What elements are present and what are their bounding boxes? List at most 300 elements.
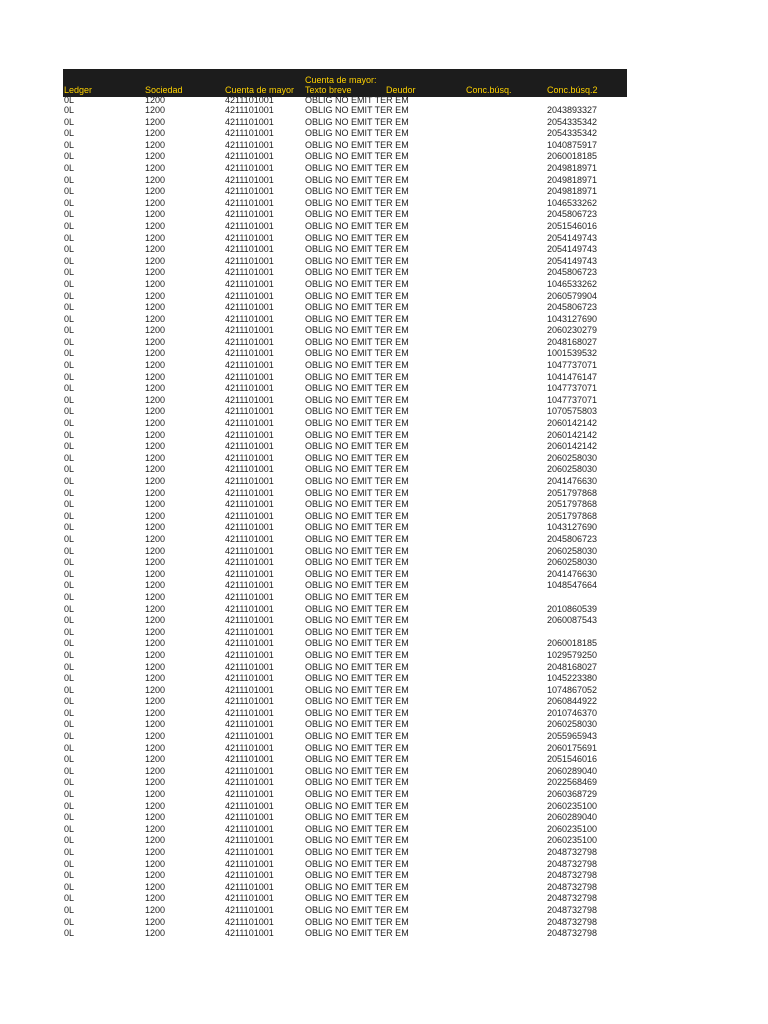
table-row[interactable] bbox=[63, 627, 627, 639]
texto-cell[interactable]: OBLIG NO EMIT TER EM bbox=[305, 533, 409, 544]
cuenta-cell[interactable]: 4211101001 bbox=[225, 313, 274, 324]
conc-busq2-cell[interactable]: 2051797868 bbox=[547, 510, 598, 521]
sociedad-cell[interactable]: 1200 bbox=[145, 893, 166, 904]
conc-busq2-cell[interactable]: 1040875917 bbox=[547, 139, 598, 150]
conc-busq2-cell[interactable]: 1043127690 bbox=[547, 313, 598, 324]
conc-busq2-cell[interactable]: 2060087543 bbox=[547, 615, 598, 626]
sociedad-cell[interactable]: 1200 bbox=[145, 684, 166, 695]
sociedad-cell[interactable]: 1200 bbox=[145, 557, 166, 568]
conc-busq2-cell[interactable]: 1047737071 bbox=[547, 383, 598, 394]
cuenta-cell[interactable]: 4211101001 bbox=[225, 209, 274, 220]
cuenta-cell[interactable]: 4211101001 bbox=[225, 904, 274, 915]
conc-busq2-cell[interactable]: 2060230279 bbox=[547, 325, 598, 336]
table-row[interactable] bbox=[63, 209, 627, 221]
conc-busq2-cell[interactable]: 2060258030 bbox=[547, 452, 598, 463]
sociedad-cell[interactable]: 1200 bbox=[145, 95, 166, 105]
table-row[interactable] bbox=[63, 163, 627, 175]
ledger-cell[interactable]: 0L bbox=[64, 719, 75, 730]
ledger-cell[interactable]: 0L bbox=[64, 464, 75, 475]
texto-cell[interactable]: OBLIG NO EMIT TER EM bbox=[305, 255, 409, 266]
conc-busq2-cell[interactable]: 2060289040 bbox=[547, 765, 598, 776]
ledger-cell[interactable]: 0L bbox=[64, 533, 75, 544]
sociedad-cell[interactable]: 1200 bbox=[145, 823, 166, 834]
table-row[interactable] bbox=[63, 777, 627, 789]
ledger-cell[interactable]: 0L bbox=[64, 151, 75, 162]
texto-cell[interactable]: OBLIG NO EMIT TER EM bbox=[305, 232, 409, 243]
table-row[interactable] bbox=[63, 824, 627, 836]
sociedad-cell[interactable]: 1200 bbox=[145, 325, 166, 336]
table-row[interactable] bbox=[63, 534, 627, 546]
table-row[interactable] bbox=[63, 337, 627, 349]
texto-cell[interactable]: OBLIG NO EMIT TER EM bbox=[305, 325, 409, 336]
table-row[interactable] bbox=[63, 97, 627, 105]
ledger-cell[interactable]: 0L bbox=[64, 232, 75, 243]
cuenta-cell[interactable]: 4211101001 bbox=[225, 638, 274, 649]
cuenta-cell[interactable]: 4211101001 bbox=[225, 139, 274, 150]
cuenta-cell[interactable]: 4211101001 bbox=[225, 220, 274, 231]
cuenta-cell[interactable]: 4211101001 bbox=[225, 394, 274, 405]
sociedad-cell[interactable]: 1200 bbox=[145, 220, 166, 231]
conc-busq2-cell[interactable]: 2048732798 bbox=[547, 928, 598, 939]
texto-cell[interactable]: OBLIG NO EMIT TER EM bbox=[305, 95, 409, 105]
table-row[interactable] bbox=[63, 302, 627, 314]
conc-busq2-cell[interactable]: 2060258030 bbox=[547, 545, 598, 556]
texto-cell[interactable]: OBLIG NO EMIT TER EM bbox=[305, 696, 409, 707]
sociedad-cell[interactable]: 1200 bbox=[145, 904, 166, 915]
sociedad-cell[interactable]: 1200 bbox=[145, 255, 166, 266]
sociedad-cell[interactable]: 1200 bbox=[145, 777, 166, 788]
cuenta-cell[interactable]: 4211101001 bbox=[225, 383, 274, 394]
table-row[interactable] bbox=[63, 279, 627, 291]
cuenta-cell[interactable]: 4211101001 bbox=[225, 510, 274, 521]
conc-busq2-cell[interactable]: 2048732798 bbox=[547, 904, 598, 915]
ledger-cell[interactable]: 0L bbox=[64, 522, 75, 533]
sociedad-cell[interactable]: 1200 bbox=[145, 870, 166, 881]
ledger-cell[interactable]: 0L bbox=[64, 626, 75, 637]
table-row[interactable] bbox=[63, 488, 627, 500]
sociedad-cell[interactable]: 1200 bbox=[145, 673, 166, 684]
conc-busq2-cell[interactable]: 2049818971 bbox=[547, 186, 598, 197]
ledger-cell[interactable]: 0L bbox=[64, 545, 75, 556]
ledger-cell[interactable]: 0L bbox=[64, 290, 75, 301]
cuenta-cell[interactable]: 4211101001 bbox=[225, 858, 274, 869]
conc-busq2-cell[interactable]: 2051546016 bbox=[547, 220, 598, 231]
conc-busq2-cell[interactable]: 1074867052 bbox=[547, 684, 598, 695]
conc-busq2-cell[interactable]: 2060142142 bbox=[547, 418, 598, 429]
cuenta-cell[interactable]: 4211101001 bbox=[225, 116, 274, 127]
table-row[interactable] bbox=[63, 128, 627, 140]
sociedad-cell[interactable]: 1200 bbox=[145, 139, 166, 150]
ledger-cell[interactable]: 0L bbox=[64, 823, 75, 834]
conc-busq2-cell[interactable]: 2060018185 bbox=[547, 638, 598, 649]
cuenta-cell[interactable]: 4211101001 bbox=[225, 244, 274, 255]
texto-cell[interactable]: OBLIG NO EMIT TER EM bbox=[305, 800, 409, 811]
ledger-cell[interactable]: 0L bbox=[64, 406, 75, 417]
texto-cell[interactable]: OBLIG NO EMIT TER EM bbox=[305, 673, 409, 684]
texto-cell[interactable]: OBLIG NO EMIT TER EM bbox=[305, 870, 409, 881]
sociedad-cell[interactable]: 1200 bbox=[145, 476, 166, 486]
texto-cell[interactable]: OBLIG NO EMIT TER EM bbox=[305, 151, 409, 162]
sociedad-cell[interactable]: 1200 bbox=[145, 742, 166, 753]
header-cuenta-mayor[interactable]: Cuenta de mayor bbox=[225, 85, 295, 95]
table-row[interactable] bbox=[63, 186, 627, 198]
table-row[interactable] bbox=[63, 372, 627, 384]
sociedad-cell[interactable]: 1200 bbox=[145, 626, 166, 637]
texto-cell[interactable]: OBLIG NO EMIT TER EM bbox=[305, 302, 409, 313]
texto-cell[interactable]: OBLIG NO EMIT TER EM bbox=[305, 661, 409, 672]
cuenta-cell[interactable]: 4211101001 bbox=[225, 603, 274, 614]
ledger-cell[interactable]: 0L bbox=[64, 418, 75, 429]
table-row[interactable] bbox=[63, 348, 627, 360]
sociedad-cell[interactable]: 1200 bbox=[145, 510, 166, 521]
cuenta-cell[interactable]: 4211101001 bbox=[225, 441, 274, 452]
cuenta-cell[interactable]: 4211101001 bbox=[225, 823, 274, 834]
ledger-cell[interactable]: 0L bbox=[64, 267, 75, 278]
conc-busq2-cell[interactable]: 2045806723 bbox=[547, 533, 598, 544]
conc-busq2-cell[interactable]: 1046533262 bbox=[547, 197, 598, 208]
texto-cell[interactable]: OBLIG NO EMIT TER EM bbox=[305, 429, 409, 440]
conc-busq2-cell[interactable]: 2049818971 bbox=[547, 174, 598, 185]
ledger-cell[interactable]: 0L bbox=[64, 174, 75, 185]
table-row[interactable] bbox=[63, 117, 627, 129]
ledger-cell[interactable]: 0L bbox=[64, 661, 75, 672]
ledger-cell[interactable]: 0L bbox=[64, 394, 75, 405]
sociedad-cell[interactable]: 1200 bbox=[145, 383, 166, 394]
texto-cell[interactable]: OBLIG NO EMIT TER EM bbox=[305, 928, 409, 939]
texto-cell[interactable]: OBLIG NO EMIT TER EM bbox=[305, 847, 409, 857]
sociedad-cell[interactable]: 1200 bbox=[145, 487, 166, 498]
sociedad-cell[interactable]: 1200 bbox=[145, 290, 166, 301]
cuenta-cell[interactable]: 4211101001 bbox=[225, 893, 274, 904]
table-row[interactable] bbox=[63, 766, 627, 778]
ledger-cell[interactable]: 0L bbox=[64, 858, 75, 869]
cuenta-cell[interactable]: 4211101001 bbox=[225, 255, 274, 266]
conc-busq2-cell[interactable]: 2048732798 bbox=[547, 847, 598, 857]
cuenta-cell[interactable]: 4211101001 bbox=[225, 151, 274, 162]
texto-cell[interactable]: OBLIG NO EMIT TER EM bbox=[305, 638, 409, 649]
conc-busq2-cell[interactable]: 2048732798 bbox=[547, 858, 598, 869]
texto-cell[interactable]: OBLIG NO EMIT TER EM bbox=[305, 360, 409, 371]
ledger-cell[interactable]: 0L bbox=[64, 649, 75, 660]
conc-busq2-cell[interactable]: 2054335342 bbox=[547, 128, 598, 139]
table-row[interactable] bbox=[63, 244, 627, 256]
table-row[interactable] bbox=[63, 731, 627, 743]
texto-cell[interactable]: OBLIG NO EMIT TER EM bbox=[305, 452, 409, 463]
cuenta-cell[interactable]: 4211101001 bbox=[225, 812, 274, 823]
ledger-cell[interactable]: 0L bbox=[64, 696, 75, 707]
ledger-cell[interactable]: 0L bbox=[64, 881, 75, 892]
table-row[interactable] bbox=[63, 522, 627, 534]
ledger-cell[interactable]: 0L bbox=[64, 557, 75, 568]
table-row[interactable] bbox=[63, 569, 627, 581]
texto-cell[interactable]: OBLIG NO EMIT TER EM bbox=[305, 789, 409, 800]
sociedad-cell[interactable]: 1200 bbox=[145, 881, 166, 892]
table-row[interactable] bbox=[63, 592, 627, 604]
ledger-cell[interactable]: 0L bbox=[64, 673, 75, 684]
conc-busq2-cell[interactable]: 1070575803 bbox=[547, 406, 598, 417]
texto-cell[interactable]: OBLIG NO EMIT TER EM bbox=[305, 267, 409, 278]
ledger-cell[interactable]: 0L bbox=[64, 765, 75, 776]
texto-cell[interactable]: OBLIG NO EMIT TER EM bbox=[305, 904, 409, 915]
cuenta-cell[interactable]: 4211101001 bbox=[225, 174, 274, 185]
conc-busq2-cell[interactable]: 2060258030 bbox=[547, 557, 598, 568]
texto-cell[interactable]: OBLIG NO EMIT TER EM bbox=[305, 290, 409, 301]
conc-busq2-cell[interactable]: 2060235100 bbox=[547, 823, 598, 834]
cuenta-cell[interactable]: 4211101001 bbox=[225, 800, 274, 811]
header-sociedad[interactable]: Sociedad bbox=[145, 85, 183, 95]
cuenta-cell[interactable]: 4211101001 bbox=[225, 916, 274, 927]
conc-busq2-cell[interactable]: 2048168027 bbox=[547, 661, 598, 672]
table-row[interactable] bbox=[63, 743, 627, 755]
cuenta-cell[interactable]: 4211101001 bbox=[225, 765, 274, 776]
texto-cell[interactable]: OBLIG NO EMIT TER EM bbox=[305, 754, 409, 765]
conc-busq2-cell[interactable]: 2054149743 bbox=[547, 232, 598, 243]
conc-busq2-cell[interactable]: 2051797868 bbox=[547, 487, 598, 498]
header-texto-line1[interactable]: Cuenta de mayor: bbox=[305, 75, 377, 85]
table-row[interactable] bbox=[63, 291, 627, 303]
sociedad-cell[interactable]: 1200 bbox=[145, 800, 166, 811]
ledger-cell[interactable]: 0L bbox=[64, 707, 75, 718]
texto-cell[interactable]: OBLIG NO EMIT TER EM bbox=[305, 580, 409, 591]
conc-busq2-cell[interactable]: 1001539532 bbox=[547, 348, 598, 359]
texto-cell[interactable]: OBLIG NO EMIT TER EM bbox=[305, 394, 409, 405]
conc-busq2-cell[interactable]: 1046533262 bbox=[547, 278, 598, 289]
cuenta-cell[interactable]: 4211101001 bbox=[225, 754, 274, 765]
table-row[interactable] bbox=[63, 835, 627, 847]
ledger-cell[interactable]: 0L bbox=[64, 313, 75, 324]
cuenta-cell[interactable]: 4211101001 bbox=[225, 336, 274, 347]
sociedad-cell[interactable]: 1200 bbox=[145, 452, 166, 463]
table-row[interactable] bbox=[63, 859, 627, 871]
ledger-cell[interactable]: 0L bbox=[64, 441, 75, 452]
texto-cell[interactable]: OBLIG NO EMIT TER EM bbox=[305, 128, 409, 139]
cuenta-cell[interactable]: 4211101001 bbox=[225, 928, 274, 939]
table-row[interactable] bbox=[63, 662, 627, 674]
sociedad-cell[interactable]: 1200 bbox=[145, 522, 166, 533]
cuenta-cell[interactable]: 4211101001 bbox=[225, 731, 274, 742]
table-row[interactable] bbox=[63, 325, 627, 337]
cuenta-cell[interactable]: 4211101001 bbox=[225, 649, 274, 660]
cuenta-cell[interactable]: 4211101001 bbox=[225, 476, 274, 486]
texto-cell[interactable]: OBLIG NO EMIT TER EM bbox=[305, 823, 409, 834]
table-row[interactable] bbox=[63, 789, 627, 801]
ledger-cell[interactable]: 0L bbox=[64, 476, 75, 486]
texto-cell[interactable]: OBLIG NO EMIT TER EM bbox=[305, 371, 409, 382]
sociedad-cell[interactable]: 1200 bbox=[145, 661, 166, 672]
sociedad-cell[interactable]: 1200 bbox=[145, 348, 166, 359]
table-row[interactable] bbox=[63, 847, 627, 859]
sociedad-cell[interactable]: 1200 bbox=[145, 928, 166, 939]
table-row[interactable] bbox=[63, 464, 627, 476]
texto-cell[interactable]: OBLIG NO EMIT TER EM bbox=[305, 591, 409, 602]
texto-cell[interactable]: OBLIG NO EMIT TER EM bbox=[305, 707, 409, 718]
cuenta-cell[interactable]: 4211101001 bbox=[225, 522, 274, 533]
texto-cell[interactable]: OBLIG NO EMIT TER EM bbox=[305, 545, 409, 556]
sociedad-cell[interactable]: 1200 bbox=[145, 591, 166, 602]
conc-busq2-cell[interactable]: 2060579904 bbox=[547, 290, 598, 301]
ledger-cell[interactable]: 0L bbox=[64, 197, 75, 208]
cuenta-cell[interactable]: 4211101001 bbox=[225, 777, 274, 788]
conc-busq2-cell[interactable]: 2041476630 bbox=[547, 476, 598, 486]
ledger-cell[interactable]: 0L bbox=[64, 568, 75, 579]
texto-cell[interactable]: OBLIG NO EMIT TER EM bbox=[305, 742, 409, 753]
table-row[interactable] bbox=[63, 580, 627, 592]
cuenta-cell[interactable]: 4211101001 bbox=[225, 325, 274, 336]
header-ledger[interactable]: Ledger bbox=[64, 85, 93, 95]
cuenta-cell[interactable]: 4211101001 bbox=[225, 719, 274, 730]
table-row[interactable] bbox=[63, 893, 627, 905]
texto-cell[interactable]: OBLIG NO EMIT TER EM bbox=[305, 649, 409, 660]
texto-cell[interactable]: OBLIG NO EMIT TER EM bbox=[305, 406, 409, 417]
cuenta-cell[interactable]: 4211101001 bbox=[225, 406, 274, 417]
cuenta-cell[interactable]: 4211101001 bbox=[225, 847, 274, 857]
cuenta-cell[interactable]: 4211101001 bbox=[225, 591, 274, 602]
table-row[interactable] bbox=[63, 546, 627, 558]
cuenta-cell[interactable]: 4211101001 bbox=[225, 464, 274, 475]
cuenta-cell[interactable]: 4211101001 bbox=[225, 673, 274, 684]
conc-busq2-cell[interactable]: 2049818971 bbox=[547, 162, 598, 173]
table-row[interactable] bbox=[63, 453, 627, 465]
sociedad-cell[interactable]: 1200 bbox=[145, 371, 166, 382]
conc-busq2-cell[interactable]: 2045806723 bbox=[547, 302, 598, 313]
table-row[interactable] bbox=[63, 801, 627, 813]
table-row[interactable] bbox=[63, 754, 627, 766]
ledger-cell[interactable]: 0L bbox=[64, 325, 75, 336]
table-row[interactable] bbox=[63, 360, 627, 372]
sociedad-cell[interactable]: 1200 bbox=[145, 267, 166, 278]
texto-cell[interactable]: OBLIG NO EMIT TER EM bbox=[305, 916, 409, 927]
sociedad-cell[interactable]: 1200 bbox=[145, 209, 166, 220]
ledger-cell[interactable]: 0L bbox=[64, 591, 75, 602]
table-row[interactable] bbox=[63, 395, 627, 407]
table-row[interactable] bbox=[63, 198, 627, 210]
sociedad-cell[interactable]: 1200 bbox=[145, 394, 166, 405]
sociedad-cell[interactable]: 1200 bbox=[145, 418, 166, 429]
ledger-cell[interactable]: 0L bbox=[64, 95, 75, 105]
ledger-cell[interactable]: 0L bbox=[64, 847, 75, 857]
conc-busq2-cell[interactable]: 2060235100 bbox=[547, 800, 598, 811]
sociedad-cell[interactable]: 1200 bbox=[145, 429, 166, 440]
ledger-cell[interactable]: 0L bbox=[64, 244, 75, 255]
texto-cell[interactable]: OBLIG NO EMIT TER EM bbox=[305, 777, 409, 788]
table-row[interactable] bbox=[63, 233, 627, 245]
cuenta-cell[interactable]: 4211101001 bbox=[225, 533, 274, 544]
sociedad-cell[interactable]: 1200 bbox=[145, 278, 166, 289]
table-row[interactable] bbox=[63, 267, 627, 279]
cuenta-cell[interactable]: 4211101001 bbox=[225, 267, 274, 278]
cuenta-cell[interactable]: 4211101001 bbox=[225, 684, 274, 695]
cuenta-cell[interactable]: 4211101001 bbox=[225, 348, 274, 359]
ledger-cell[interactable]: 0L bbox=[64, 835, 75, 846]
table-row[interactable] bbox=[63, 812, 627, 824]
sociedad-cell[interactable]: 1200 bbox=[145, 128, 166, 139]
table-row[interactable] bbox=[63, 615, 627, 627]
texto-cell[interactable]: OBLIG NO EMIT TER EM bbox=[305, 418, 409, 429]
header-texto-line2[interactable]: Texto breve bbox=[305, 85, 352, 95]
table-row[interactable] bbox=[63, 673, 627, 685]
ledger-cell[interactable]: 0L bbox=[64, 360, 75, 371]
table-row[interactable] bbox=[63, 685, 627, 697]
sociedad-cell[interactable]: 1200 bbox=[145, 151, 166, 162]
ledger-cell[interactable]: 0L bbox=[64, 371, 75, 382]
cuenta-cell[interactable]: 4211101001 bbox=[225, 881, 274, 892]
texto-cell[interactable]: OBLIG NO EMIT TER EM bbox=[305, 464, 409, 475]
ledger-cell[interactable]: 0L bbox=[64, 278, 75, 289]
conc-busq2-cell[interactable]: 2010746370 bbox=[547, 707, 598, 718]
texto-cell[interactable]: OBLIG NO EMIT TER EM bbox=[305, 522, 409, 533]
conc-busq2-cell[interactable]: 2060844922 bbox=[547, 696, 598, 707]
ledger-cell[interactable]: 0L bbox=[64, 870, 75, 881]
ledger-cell[interactable]: 0L bbox=[64, 893, 75, 904]
table-row[interactable] bbox=[63, 430, 627, 442]
texto-cell[interactable]: OBLIG NO EMIT TER EM bbox=[305, 197, 409, 208]
conc-busq2-cell[interactable]: 2051797868 bbox=[547, 499, 598, 510]
texto-cell[interactable]: OBLIG NO EMIT TER EM bbox=[305, 336, 409, 347]
table-row[interactable] bbox=[63, 151, 627, 163]
ledger-cell[interactable]: 0L bbox=[64, 615, 75, 626]
ledger-cell[interactable]: 0L bbox=[64, 302, 75, 313]
ledger-cell[interactable]: 0L bbox=[64, 800, 75, 811]
table-row[interactable] bbox=[63, 719, 627, 731]
cuenta-cell[interactable]: 4211101001 bbox=[225, 105, 274, 115]
ledger-cell[interactable]: 0L bbox=[64, 336, 75, 347]
table-row[interactable] bbox=[63, 383, 627, 395]
conc-busq2-cell[interactable]: 2045806723 bbox=[547, 267, 598, 278]
table-row[interactable] bbox=[63, 928, 627, 940]
cuenta-cell[interactable]: 4211101001 bbox=[225, 128, 274, 139]
texto-cell[interactable]: OBLIG NO EMIT TER EM bbox=[305, 441, 409, 452]
texto-cell[interactable]: OBLIG NO EMIT TER EM bbox=[305, 209, 409, 220]
ledger-cell[interactable]: 0L bbox=[64, 731, 75, 742]
ledger-cell[interactable]: 0L bbox=[64, 916, 75, 927]
conc-busq2-cell[interactable]: 2048732798 bbox=[547, 870, 598, 881]
sociedad-cell[interactable]: 1200 bbox=[145, 313, 166, 324]
conc-busq2-cell[interactable]: 2054149743 bbox=[547, 244, 598, 255]
cuenta-cell[interactable]: 4211101001 bbox=[225, 162, 274, 173]
ledger-cell[interactable]: 0L bbox=[64, 603, 75, 614]
sociedad-cell[interactable]: 1200 bbox=[145, 105, 166, 115]
table-row[interactable] bbox=[63, 882, 627, 894]
cuenta-cell[interactable]: 4211101001 bbox=[225, 545, 274, 556]
texto-cell[interactable]: OBLIG NO EMIT TER EM bbox=[305, 186, 409, 197]
conc-busq2-cell[interactable]: 2041476630 bbox=[547, 568, 598, 579]
table-row[interactable] bbox=[63, 604, 627, 616]
sociedad-cell[interactable]: 1200 bbox=[145, 719, 166, 730]
table-row[interactable] bbox=[63, 476, 627, 488]
ledger-cell[interactable]: 0L bbox=[64, 812, 75, 823]
ledger-cell[interactable]: 0L bbox=[64, 452, 75, 463]
texto-cell[interactable]: OBLIG NO EMIT TER EM bbox=[305, 348, 409, 359]
texto-cell[interactable]: OBLIG NO EMIT TER EM bbox=[305, 684, 409, 695]
conc-busq2-cell[interactable]: 1041476147 bbox=[547, 371, 598, 382]
ledger-cell[interactable]: 0L bbox=[64, 684, 75, 695]
cuenta-cell[interactable]: 4211101001 bbox=[225, 429, 274, 440]
table-row[interactable] bbox=[63, 708, 627, 720]
table-row[interactable] bbox=[63, 175, 627, 187]
ledger-cell[interactable]: 0L bbox=[64, 777, 75, 788]
ledger-cell[interactable]: 0L bbox=[64, 209, 75, 220]
texto-cell[interactable]: OBLIG NO EMIT TER EM bbox=[305, 487, 409, 498]
conc-busq2-cell[interactable]: 2055965943 bbox=[547, 731, 598, 742]
cuenta-cell[interactable]: 4211101001 bbox=[225, 418, 274, 429]
texto-cell[interactable]: OBLIG NO EMIT TER EM bbox=[305, 174, 409, 185]
ledger-cell[interactable]: 0L bbox=[64, 162, 75, 173]
table-row[interactable] bbox=[63, 105, 627, 117]
table-row[interactable] bbox=[63, 638, 627, 650]
table-row[interactable] bbox=[63, 418, 627, 430]
cuenta-cell[interactable]: 4211101001 bbox=[225, 302, 274, 313]
table-row[interactable] bbox=[63, 499, 627, 511]
